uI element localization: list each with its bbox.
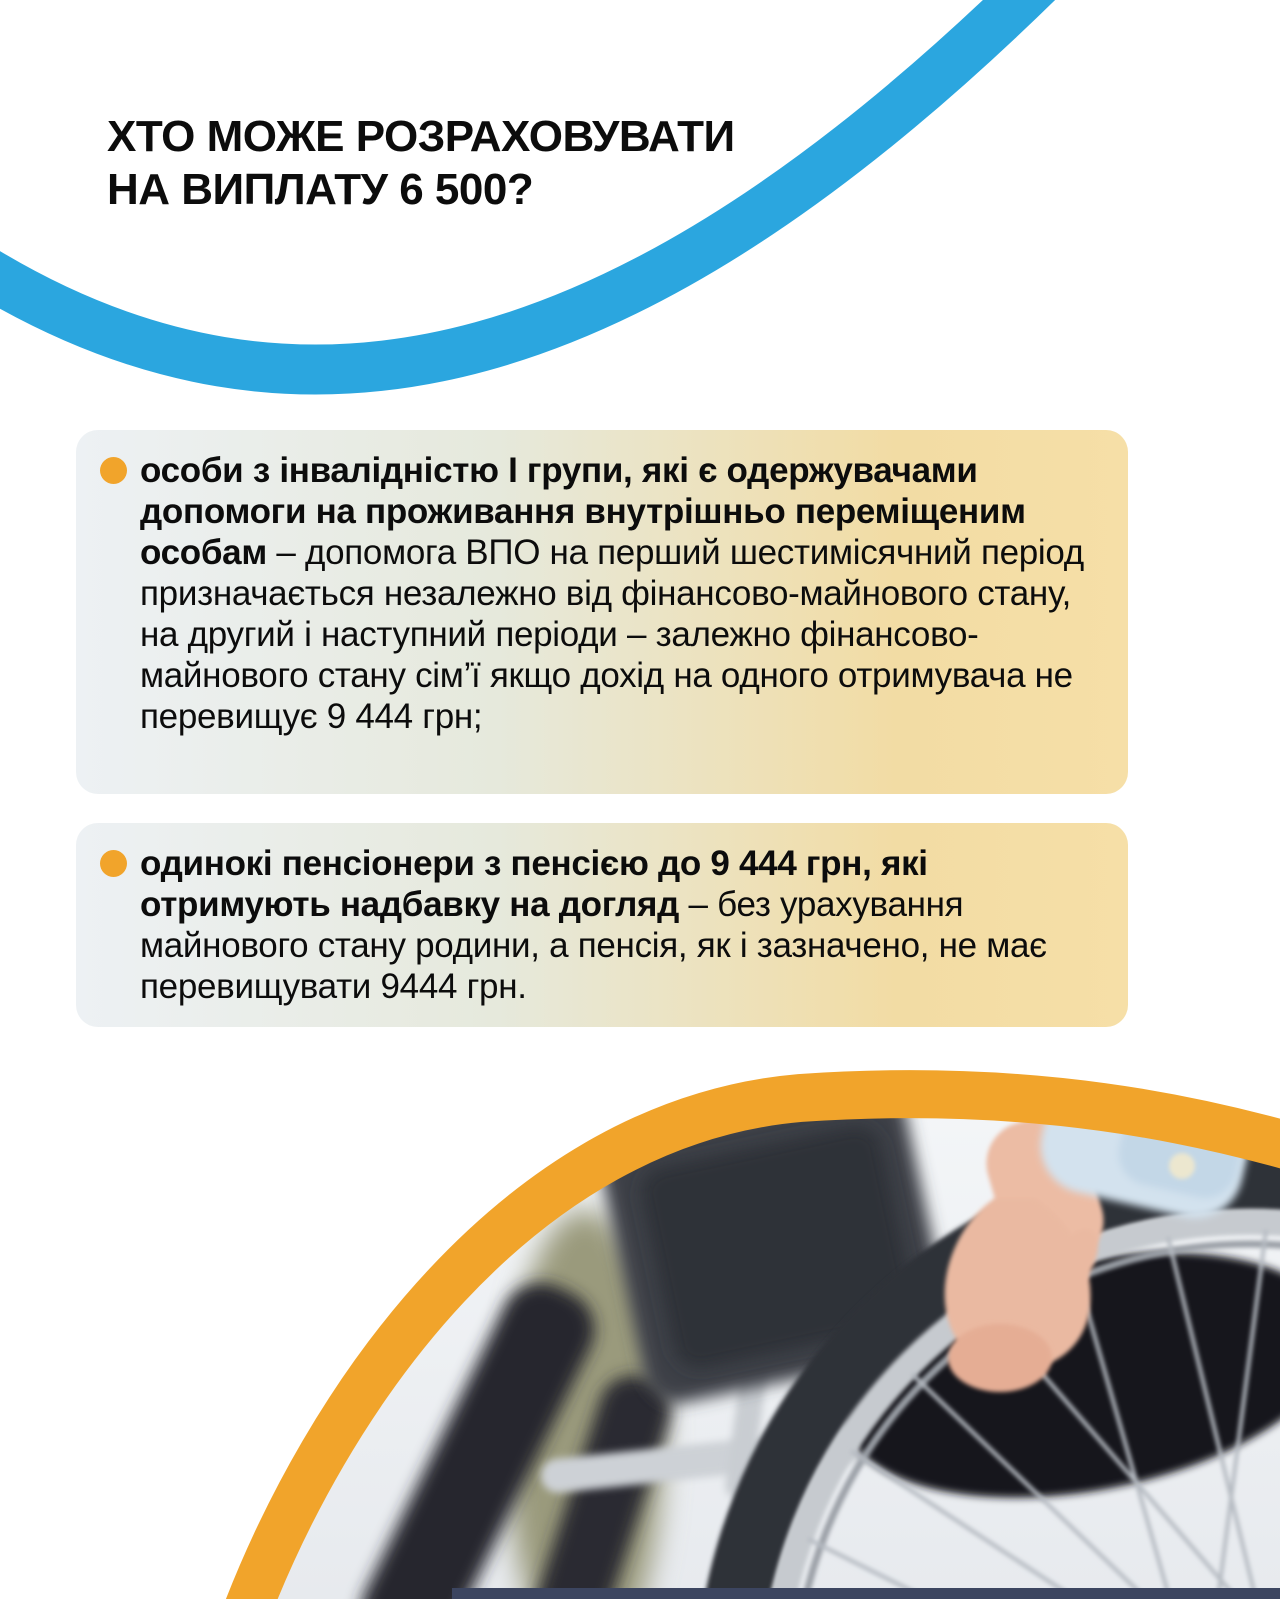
wheelchair-photo-content xyxy=(200,1040,1280,1599)
orange-arc-decoration xyxy=(238,1094,1280,1599)
page-title-line-1: ХТО МОЖЕ РОЗРАХОВУВАТИ xyxy=(107,112,735,161)
benefit-card-single-pensioners xyxy=(76,823,1128,1027)
hand-on-wheel xyxy=(945,1065,1258,1392)
benefit-card-text: одинокі пенсіонери з пенсією до 9 444 грн, які отримують надбавку на догляд – без урахування майнового стану родини, а пенсія, як і зазначено, не має перевищувати 9444 грн. xyxy=(140,844,1047,1006)
bullet-dot-icon xyxy=(100,850,127,877)
wheelchair-photo xyxy=(0,1040,1280,1599)
bottom-bar xyxy=(452,1588,1280,1599)
page-title xyxy=(107,110,867,216)
bullet-dot-icon xyxy=(100,457,127,484)
wheel-spokes xyxy=(785,1230,1280,1599)
page-title-line-2: НА ВИПЛАТУ 6 500? xyxy=(107,165,534,214)
benefit-card-idp-disability xyxy=(76,430,1128,794)
benefit-card-text: особи з інвалідністю І групи, які є одержувачами допомоги на проживання внутрішньо переміщеним особам – допомога ВПО на перший шестимісячний період призначається незалежно від фінансово-майнового стану, на другий і наступний періоди – залежно фінансово-майнового стану сім’ї якщо дохід на одного отримувача не перевищує 9 444 грн; xyxy=(140,451,1084,736)
